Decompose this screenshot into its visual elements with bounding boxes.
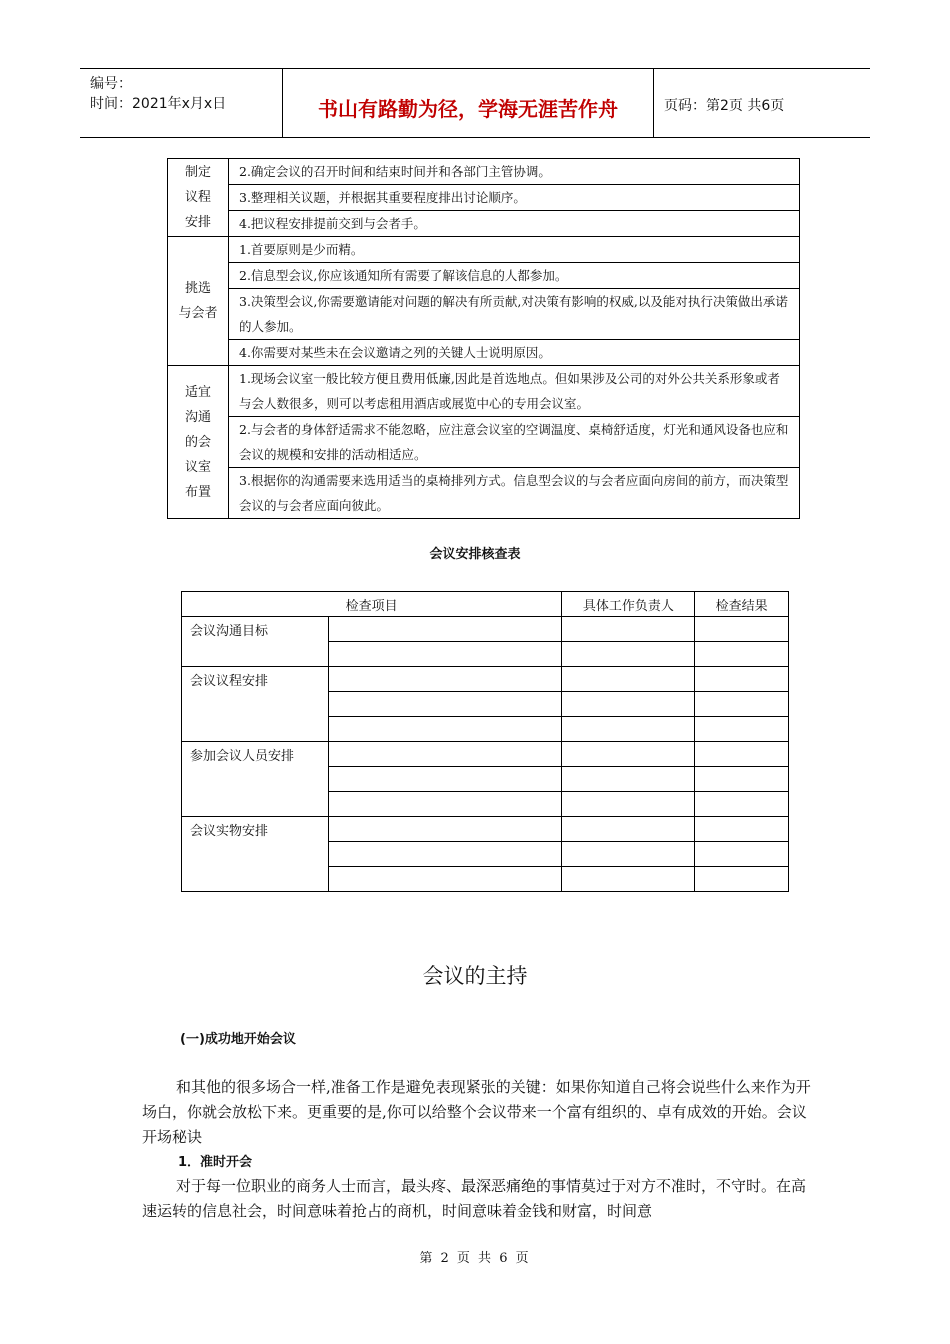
column-header: 检查结果 bbox=[695, 592, 789, 617]
table-row bbox=[168, 263, 800, 289]
table-cell bbox=[562, 842, 695, 867]
page-footer: 第 2 页 共 6 页 bbox=[419, 1251, 531, 1266]
table-cell bbox=[329, 692, 562, 717]
table-cell bbox=[695, 867, 789, 892]
table-cell bbox=[695, 817, 789, 842]
table-row bbox=[168, 185, 800, 211]
table-cell bbox=[562, 642, 695, 667]
body-paragraph bbox=[142, 1174, 814, 1224]
check-group-label: 会议实物安排 bbox=[182, 817, 329, 892]
table-cell bbox=[695, 642, 789, 667]
header-motto: 书山有路勤为径，学海无涯苦作舟 bbox=[318, 97, 618, 121]
table-row bbox=[168, 237, 800, 263]
doc-number-label: 编号： bbox=[90, 76, 132, 92]
paragraph-text: 对于每一位职业的商务人士而言，最头疼、最深恶痛绝的事情莫过于对方不准时，不守时。在高速运转的信息社会，时间意味着抢占的商机，时间意味着金钱和财富，时间意 bbox=[142, 1177, 807, 1220]
subheading: (一)成功地开始会议 bbox=[180, 1032, 296, 1047]
table-header-row bbox=[182, 592, 789, 617]
table-row bbox=[168, 159, 800, 185]
meeting-check-table bbox=[181, 591, 789, 892]
category-cell: 制定 议程 安排 bbox=[168, 159, 229, 237]
check-group-label: 参加会议人员安排 bbox=[182, 742, 329, 817]
table-cell bbox=[329, 767, 562, 792]
table-cell bbox=[562, 742, 695, 767]
table-cell bbox=[329, 817, 562, 842]
plan-item: 4.你需要对某些未在会议邀请之列的关键人士说明原因。 bbox=[229, 340, 800, 366]
list-item-heading: 1．准时开会 bbox=[178, 1155, 253, 1170]
table-row bbox=[168, 366, 800, 417]
meeting-plan-table bbox=[167, 158, 800, 519]
plan-item: 3.整理相关议题，并根据其重要程度排出讨论顺序。 bbox=[229, 185, 800, 211]
table-row bbox=[182, 617, 789, 642]
check-table-caption: 会议安排核查表 bbox=[429, 547, 521, 562]
table-cell bbox=[695, 842, 789, 867]
table-cell bbox=[329, 867, 562, 892]
table-cell bbox=[562, 767, 695, 792]
table-row bbox=[182, 667, 789, 692]
check-group-label: 会议沟通目标 bbox=[182, 617, 329, 667]
plan-item: 1.首要原则是少而精。 bbox=[229, 237, 800, 263]
table-cell bbox=[562, 867, 695, 892]
table-cell bbox=[695, 742, 789, 767]
table-cell bbox=[329, 742, 562, 767]
header-page-number: 页码：第2页 共6页 bbox=[664, 98, 785, 114]
table-cell bbox=[695, 617, 789, 642]
plan-item: 2.确定会议的召开时间和结束时间并和各部门主管协调。 bbox=[229, 159, 800, 185]
table-cell bbox=[329, 842, 562, 867]
table-row bbox=[168, 289, 800, 340]
column-header: 检查项目 bbox=[182, 592, 562, 617]
table-cell bbox=[329, 642, 562, 667]
body-paragraph bbox=[142, 1075, 814, 1150]
section-title: 会议的主持 bbox=[422, 964, 528, 988]
category-cell: 适宜 沟通 的会 议室 布置 bbox=[168, 366, 229, 519]
paragraph-text: 和其他的很多场合一样,准备工作是避免表现紧张的关键：如果你知道自己将会说些什么来作为开场白，你就会放松下来。更重要的是,你可以给整个会议带来一个富有组织的、卓有成效的开始。会议开场秘诀 bbox=[142, 1078, 811, 1146]
check-group-label: 会议议程安排 bbox=[182, 667, 329, 742]
header-meta-cell bbox=[80, 69, 283, 137]
table-cell bbox=[695, 717, 789, 742]
plan-item: 2.信息型会议,你应该通知所有需要了解该信息的人都参加。 bbox=[229, 263, 800, 289]
page-header bbox=[80, 68, 870, 138]
table-cell bbox=[562, 692, 695, 717]
table-row bbox=[182, 742, 789, 767]
plan-item: 2.与会者的身体舒适需求不能忽略，应注意会议室的空调温度、桌椅舒适度，灯光和通风设备也应和会议的规模和安排的活动相适应。 bbox=[229, 417, 800, 468]
plan-item: 4.把议程安排提前交到与会者手。 bbox=[229, 211, 800, 237]
table-cell bbox=[695, 667, 789, 692]
table-cell bbox=[562, 792, 695, 817]
table-row bbox=[168, 340, 800, 366]
table-cell bbox=[562, 817, 695, 842]
table-cell bbox=[329, 617, 562, 642]
table-cell bbox=[562, 667, 695, 692]
header-motto-cell bbox=[283, 69, 654, 137]
table-cell bbox=[695, 792, 789, 817]
plan-item: 3.根据你的沟通需要来选用适当的桌椅排列方式。信息型会议的与会者应面向房间的前方，而决策型会议的与会者应面向彼此。 bbox=[229, 468, 800, 519]
category-cell: 挑选 与会者 bbox=[168, 237, 229, 366]
table-cell bbox=[695, 692, 789, 717]
table-cell bbox=[562, 717, 695, 742]
table-cell bbox=[329, 717, 562, 742]
doc-date: 时间：2021年x月x日 bbox=[90, 96, 227, 112]
table-cell bbox=[329, 792, 562, 817]
plan-item: 1.现场会议室一般比较方便且费用低廉,因此是首选地点。但如果涉及公司的对外公共关系形象或者与会人数很多，则可以考虑租用酒店或展览中心的专用会议室。 bbox=[229, 366, 800, 417]
header-page-cell bbox=[654, 69, 870, 137]
plan-item: 3.决策型会议,你需要邀请能对问题的解决有所贡献,对决策有影响的权威,以及能对执行决策做出承诺的人参加。 bbox=[229, 289, 800, 340]
column-header: 具体工作负责人 bbox=[562, 592, 695, 617]
table-cell bbox=[562, 617, 695, 642]
table-cell bbox=[695, 767, 789, 792]
table-row bbox=[168, 417, 800, 468]
table-row bbox=[168, 211, 800, 237]
table-cell bbox=[329, 667, 562, 692]
table-row bbox=[182, 817, 789, 842]
table-row bbox=[168, 468, 800, 519]
